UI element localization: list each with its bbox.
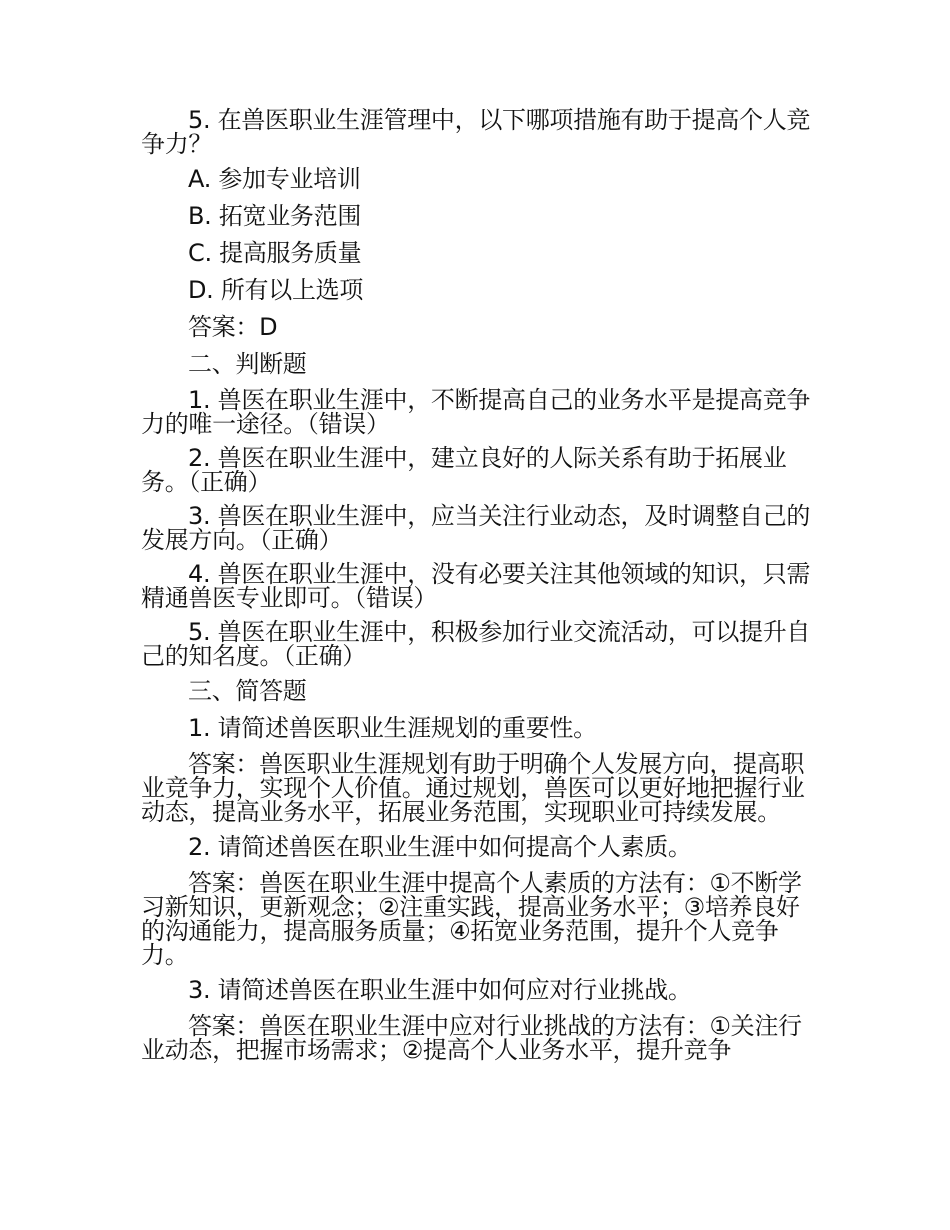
judgement-item-4: 4. 兽医在职业生涯中，没有必要关注其他领域的知识，只需精通兽医专业即可。（错误） (141, 560, 811, 612)
section-heading-short-answer: 三、简答题 (188, 677, 307, 705)
short-answer-answer-2: 答案：兽医在职业生涯中提高个人素质的方法有：①不断学习新知识，更新观念；②注重实践，提高业务水平；③培养良好的沟通能力，提高服务质量；④拓宽业务范围，提升个人竞争力。 (141, 869, 802, 969)
judgement-item-2: 2. 兽医在职业生涯中，建立良好的人际关系有助于拓展业务。（正确） (141, 444, 787, 496)
short-answer-question-3: 3. 请简述兽医在职业生涯中如何应对行业挑战。 (188, 976, 692, 1004)
judgement-item-1: 1. 兽医在职业生涯中，不断提高自己的业务水平是提高竞争力的唯一途径。（错误） (141, 386, 811, 438)
judgement-item-3: 3. 兽医在职业生涯中，应当关注行业动态，及时调整自己的发展方向。（正确） (141, 502, 811, 554)
short-answer-question-1: 1. 请简述兽医职业生涯规划的重要性。 (188, 714, 597, 742)
judgement-item-5: 5. 兽医在职业生涯中，积极参加行业交流活动，可以提升自己的知名度。（正确） (141, 618, 811, 670)
short-answer-question-2: 2. 请简述兽医在职业生涯中如何提高个人素质。 (188, 833, 692, 861)
short-answer-answer-1: 答案：兽医职业生涯规划有助于明确个人发展方向，提高职业竞争力，实现个人价值。通过规划，兽医可以更好地把握行业动态，提高业务水平，拓展业务范围，实现职业可持续发展。 (141, 750, 805, 826)
option-b: B. 拓宽业务范围 (188, 202, 362, 230)
short-answer-answer-3: 答案：兽医在职业生涯中应对行业挑战的方法有：①关注行业动态，把握市场需求；②提高个人业务水平，提升竞争 (141, 1012, 802, 1064)
option-a: A. 参加专业培训 (188, 165, 361, 193)
document-page (141, 108, 813, 1072)
option-c: C. 提高服务质量 (188, 239, 362, 267)
answer-line: 答案：D (188, 313, 278, 341)
option-d: D. 所有以上选项 (188, 276, 364, 304)
question-5-paragraph: 5. 在兽医职业生涯管理中，以下哪项措施有助于提高个人竞争力？ (141, 106, 811, 158)
section-heading-judgement: 二、判断题 (188, 350, 307, 378)
